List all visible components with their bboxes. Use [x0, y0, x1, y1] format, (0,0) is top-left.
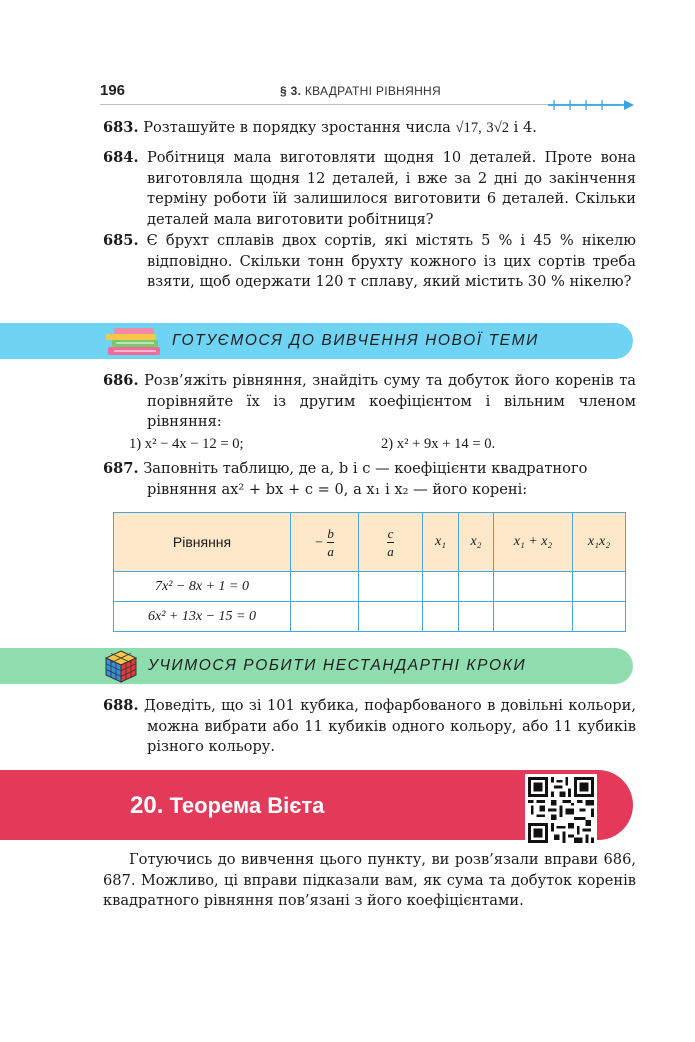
number-four: і 4. [513, 119, 537, 136]
problem-text: Робітниця мала виготовляти щодня 10 деталей. Проте вона виготовляла щодня 12 деталей, і вже за 2 дні до закінчення терміну роботи їй залишилося виготовити 6 деталей. Скільки деталей мала виготовити робітниця? [146, 149, 637, 228]
header-x2: x₂ [459, 513, 494, 572]
sqrt-17: √17, [455, 120, 482, 136]
header-neg-b-over-a [291, 513, 359, 572]
table-cell [573, 602, 626, 632]
problem-text: Розв’яжіть рівняння, знайдіть суму та добуток його коренів та порівняйте їх із другим коефіцієнтом і вільним членом рівняння: [144, 372, 636, 430]
table-cell [359, 572, 423, 602]
fraction-numerator: b [327, 525, 334, 541]
header-x1: x₁ [423, 513, 459, 572]
header-c-over-a [359, 513, 423, 572]
problem-683 [103, 118, 636, 139]
banner-prep [0, 323, 633, 359]
problem-688 [103, 696, 636, 758]
header-sum: x₁ + x₂ [494, 513, 573, 572]
fraction-numerator: c [387, 525, 394, 541]
table-cell [494, 572, 573, 602]
topic-title [130, 792, 324, 820]
problem-686 [103, 371, 636, 433]
qr-code[interactable] [525, 774, 597, 846]
header-product: x₁x₂ [573, 513, 626, 572]
problem-text: Є брухт сплавів двох сортів, які містять 5 % і 45 % нікелю відповідно. Скільки тонн брухту кожного із цих сортів треба взяти, щоб одержати 120 т сплаву, який містить 30 % нікелю? [146, 232, 637, 290]
problem-number: 685. [103, 232, 139, 249]
fraction-b-a [327, 526, 334, 559]
table-header-row [114, 513, 626, 572]
three-sqrt-2: 3√2 [486, 120, 510, 136]
row-equation: 7x² − 8x + 1 = 0 [114, 572, 291, 602]
books-icon [104, 327, 164, 357]
problem-number: 687. [103, 460, 139, 477]
table-row [114, 602, 626, 632]
equation-2: 2) x² + 9x + 14 = 0. [381, 436, 496, 452]
arrow-ruler-icon [548, 98, 636, 112]
problem-number: 684. [103, 149, 139, 166]
table-cell [423, 572, 459, 602]
table-cell [459, 572, 494, 602]
problem-number: 688. [103, 697, 139, 714]
problem-687 [103, 459, 636, 500]
table-row [114, 572, 626, 602]
topic-title-band [0, 770, 633, 840]
problem-number: 683. [103, 119, 139, 136]
table-cell [494, 602, 573, 632]
problem-684 [103, 148, 636, 230]
table-cell [291, 602, 359, 632]
minus-sign: − [315, 535, 323, 550]
section-header [280, 84, 441, 98]
intro-paragraph: Готуючись до вивчення цього пункту, ви розв’язали вправи 686, 687. Можливо, ці вправи підказали вам, як сума та добуток коренів квадратного рівняння пов’язані з його коефіцієнтами. [103, 851, 636, 909]
problem-text-line2: рівняння ax² + bx + c = 0, а x₁ і x₂ — його корені: [147, 480, 528, 498]
problem-number: 686. [103, 372, 139, 389]
banner-prep-title: ГОТУЄМОСЯ ДО ВИВЧЕННЯ НОВОЇ ТЕМИ [172, 332, 539, 349]
problem-text: Розташуйте в порядку зростання числа [143, 119, 451, 136]
fraction-c-a [387, 526, 394, 559]
rubiks-cube-icon [104, 650, 138, 683]
fraction-denominator: a [387, 543, 394, 559]
row-equation: 6x² + 13x − 15 = 0 [114, 602, 291, 632]
table-cell [459, 602, 494, 632]
equation-1: 1) x² − 4x − 12 = 0; [129, 436, 244, 452]
topic-number: 20. [130, 792, 164, 819]
problem-text: Доведіть, що зі 101 кубика, пофарбованого в довільні кольори, можна вибрати або 11 кубиків одного кольору, або 11 кубиків різного кольору. [143, 697, 636, 755]
table-cell [573, 572, 626, 602]
page-number: 196 [100, 82, 126, 99]
topic-name: Теорема Вієта [169, 793, 325, 818]
table-cell [291, 572, 359, 602]
vieta-table [113, 512, 626, 632]
banner-nonstandard [0, 648, 633, 684]
header-rule [100, 104, 620, 105]
problem-text-line1: Заповніть таблицю, де a, b і c — коефіцієнти квадратного [143, 460, 588, 477]
header-equation: Рівняння [114, 513, 291, 572]
table-cell [423, 602, 459, 632]
banner-nonstandard-title: УЧИМОСЯ РОБИТИ НЕСТАНДАРТНІ КРОКИ [148, 657, 527, 674]
problem-685 [103, 231, 636, 293]
table-cell [359, 602, 423, 632]
fraction-denominator: a [327, 543, 334, 559]
section-title: КВАДРАТНІ РІВНЯННЯ [304, 84, 441, 98]
section-label: § 3. [280, 84, 302, 98]
